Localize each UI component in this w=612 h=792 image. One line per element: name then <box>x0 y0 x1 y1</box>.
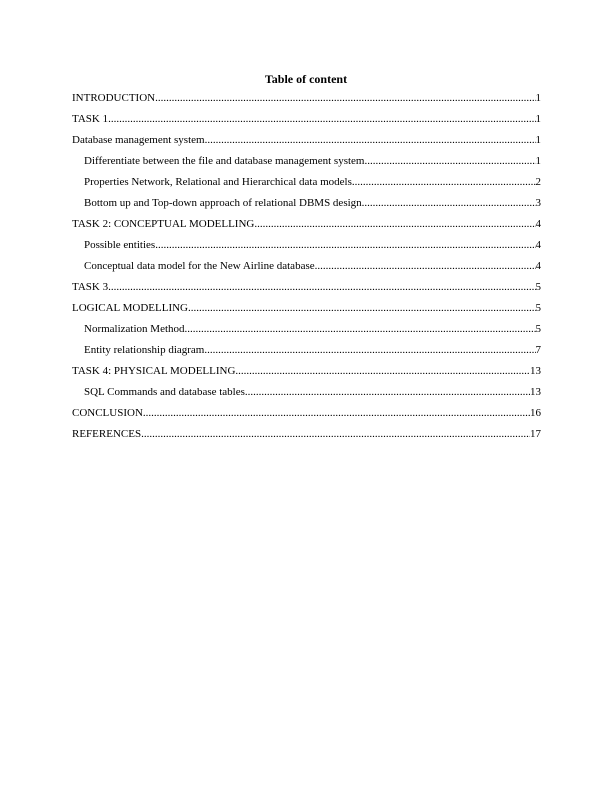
toc-entry-text: Conceptual data model for the New Airline database <box>84 260 315 272</box>
toc-page-number: 5 <box>535 323 541 335</box>
toc-page-number: 13 <box>530 386 541 398</box>
toc-entry-text: Possible entities <box>84 239 156 251</box>
toc-entry-text: Entity relationship diagram <box>84 344 205 356</box>
toc-entry-possible-entities[interactable] <box>72 238 541 259</box>
toc-entry-task-1[interactable] <box>72 112 541 133</box>
toc-entry-text: REFERENCES <box>72 428 142 440</box>
toc-page-number: 4 <box>535 239 541 251</box>
toc-page-number: 4 <box>535 218 541 230</box>
toc-page-number: 3 <box>535 197 541 209</box>
toc-entry-text: Bottom up and Top-down approach of relational DBMS design <box>84 197 362 209</box>
toc-entry-conceptual-data-model[interactable] <box>72 259 541 280</box>
toc-dot-leader <box>245 385 530 399</box>
toc-dot-leader <box>155 238 535 252</box>
toc-dot-leader <box>143 406 530 420</box>
toc-page-number: 4 <box>535 260 541 272</box>
toc-dot-leader <box>108 280 535 294</box>
toc-entry-task-4[interactable] <box>72 364 541 385</box>
toc-entry-normalization-method[interactable] <box>72 322 541 343</box>
toc-entry-database-management-system[interactable] <box>72 133 541 154</box>
toc-entry-entity-relationship-diagram[interactable] <box>72 343 541 364</box>
toc-page-number: 7 <box>535 344 541 356</box>
toc-dot-leader <box>362 196 536 210</box>
toc-dot-leader <box>141 427 530 441</box>
toc-page-number: 5 <box>535 281 541 293</box>
toc-entry-text: TASK 4: PHYSICAL MODELLING <box>72 365 236 377</box>
toc-entry-text: TASK 1 <box>72 113 109 125</box>
toc-page-number: 17 <box>530 428 541 440</box>
toc-dot-leader <box>185 322 536 336</box>
toc-entry-text: Differentiate between the file and database management system <box>84 155 365 167</box>
toc-dot-leader <box>364 154 535 168</box>
toc-page-number: 1 <box>535 155 541 167</box>
toc-dot-leader <box>352 175 536 189</box>
toc-page-number: 5 <box>535 302 541 314</box>
toc-list <box>72 91 541 448</box>
toc-entry-conclusion[interactable] <box>72 406 541 427</box>
toc-entry-sql-commands[interactable] <box>72 385 541 406</box>
toc-entry-task-2[interactable] <box>72 217 541 238</box>
toc-entry-properties-data-models[interactable] <box>72 175 541 196</box>
toc-entry-text: INTRODUCTION <box>72 92 156 104</box>
toc-page-number: 1 <box>535 134 541 146</box>
toc-dot-leader <box>155 91 535 105</box>
toc-dot-leader <box>315 259 536 273</box>
toc-entry-text: CONCLUSION <box>72 407 143 419</box>
toc-entry-bottom-up-top-down[interactable] <box>72 196 541 217</box>
toc-dot-leader <box>254 217 535 231</box>
toc-page-number: 13 <box>530 365 541 377</box>
toc-entry-text: LOGICAL MODELLING <box>72 302 188 314</box>
toc-entry-differentiate-file-dbms[interactable] <box>72 154 541 175</box>
toc-entry-task-3[interactable] <box>72 280 541 301</box>
toc-page-number: 1 <box>535 92 541 104</box>
toc-entry-text: TASK 3 <box>72 281 109 293</box>
toc-page-number: 2 <box>535 176 541 188</box>
toc-dot-leader <box>205 133 536 147</box>
toc-title: Table of content <box>264 72 348 86</box>
toc-entry-text: TASK 2: CONCEPTUAL MODELLING <box>72 218 255 230</box>
toc-entry-text: SQL Commands and database tables <box>84 386 245 398</box>
toc-entry-text: Properties Network, Relational and Hierarchical data models <box>84 176 352 188</box>
toc-entry-references[interactable] <box>72 427 541 448</box>
toc-entry-text: Normalization Method <box>84 323 185 335</box>
toc-entry-introduction[interactable] <box>72 91 541 112</box>
toc-dot-leader <box>235 364 530 378</box>
toc-dot-leader <box>204 343 535 357</box>
toc-entry-logical-modelling[interactable] <box>72 301 541 322</box>
toc-dot-leader <box>108 112 535 126</box>
toc-page-number: 1 <box>535 113 541 125</box>
toc-entry-text: Database management system <box>72 134 205 146</box>
toc-page-number: 16 <box>530 407 541 419</box>
toc-dot-leader <box>188 301 536 315</box>
